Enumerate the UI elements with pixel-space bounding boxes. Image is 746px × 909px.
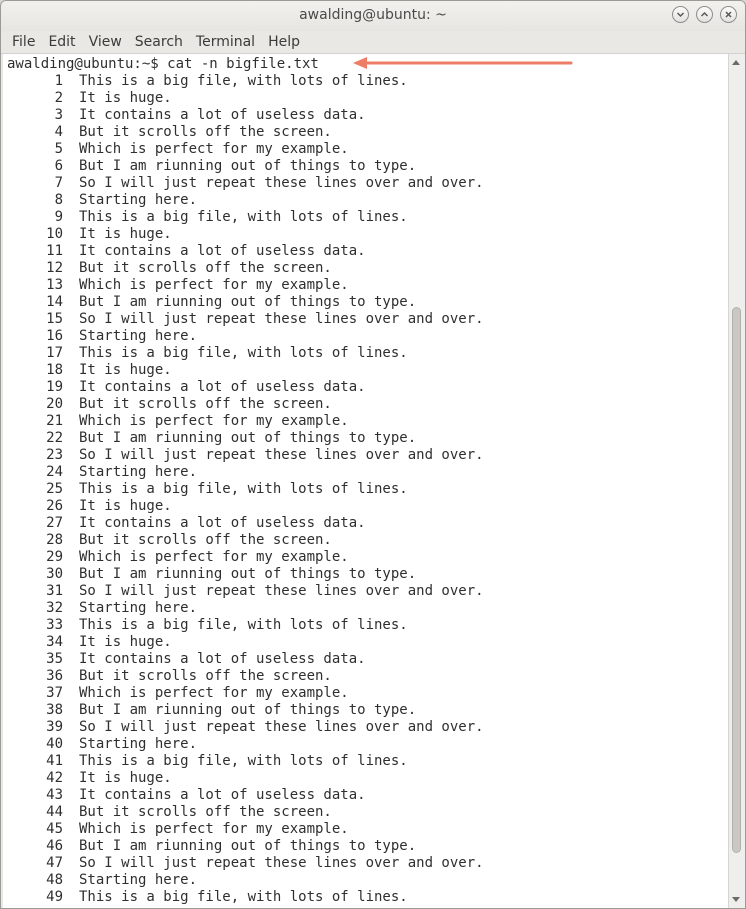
- line-text: But it scrolls off the screen.: [79, 804, 332, 820]
- output-line: [7, 651, 366, 668]
- output-line: [7, 804, 332, 821]
- line-text: Which is perfect for my example.: [79, 277, 349, 293]
- line-text: It is huge.: [79, 770, 172, 786]
- output-line: [7, 192, 197, 209]
- output-line: [7, 617, 408, 634]
- line-number: 41: [46, 753, 63, 769]
- menu-file[interactable]: File: [12, 34, 36, 50]
- line-number: 10: [46, 226, 63, 242]
- output-line: [7, 498, 172, 515]
- output-line: [7, 260, 332, 277]
- output-line: [7, 328, 197, 345]
- line-number: 38: [46, 702, 63, 718]
- output-line: [7, 362, 172, 379]
- line-text: Which is perfect for my example.: [79, 685, 349, 701]
- output-line: [7, 413, 349, 430]
- title-bar[interactable]: [1, 1, 745, 32]
- chevron-up-icon: [700, 10, 709, 19]
- line-text: It is huge.: [79, 498, 172, 514]
- line-text: Starting here.: [79, 600, 198, 616]
- line-text: Starting here.: [79, 464, 198, 480]
- output-line: [7, 481, 408, 498]
- menu-view[interactable]: View: [88, 34, 122, 50]
- line-text: It is huge.: [79, 226, 172, 242]
- line-text: Starting here.: [79, 872, 198, 888]
- output-line: [7, 430, 416, 447]
- line-number: 12: [46, 260, 63, 276]
- close-button[interactable]: [720, 6, 737, 23]
- output-line: [7, 141, 349, 158]
- line-text: Starting here.: [79, 736, 198, 752]
- menu-bar: [1, 31, 745, 54]
- output-line: [7, 158, 416, 175]
- scroll-down-icon[interactable]: [732, 897, 740, 902]
- line-number: 43: [46, 787, 63, 803]
- line-text: So I will just repeat these lines over and over.: [79, 855, 484, 871]
- line-text: This is a big file, with lots of lines.: [79, 481, 408, 497]
- output-line: [7, 753, 408, 770]
- line-text: But it scrolls off the screen.: [79, 260, 332, 276]
- scroll-up-icon[interactable]: [732, 60, 740, 65]
- line-text: It is huge.: [79, 362, 172, 378]
- line-number: 15: [46, 311, 63, 327]
- output-line: [7, 532, 332, 549]
- terminal-output[interactable]: [3, 54, 729, 908]
- line-text: It contains a lot of useless data.: [79, 651, 366, 667]
- output-line: [7, 600, 197, 617]
- output-line: [7, 566, 416, 583]
- line-number: 31: [46, 583, 63, 599]
- output-line: [7, 379, 366, 396]
- line-number: 49: [46, 889, 63, 905]
- line-number: 1: [54, 73, 63, 89]
- line-text: So I will just repeat these lines over and over.: [79, 311, 484, 327]
- output-line: [7, 447, 484, 464]
- line-text: This is a big file, with lots of lines.: [79, 753, 408, 769]
- line-number: 29: [46, 549, 63, 565]
- output-line: [7, 124, 332, 141]
- line-number: 9: [54, 209, 63, 225]
- line-number: 11: [46, 243, 63, 259]
- line-number: 16: [46, 328, 63, 344]
- line-text: So I will just repeat these lines over and over.: [79, 447, 484, 463]
- menu-terminal[interactable]: Terminal: [195, 34, 256, 50]
- maximize-button[interactable]: [696, 6, 713, 23]
- line-number: 22: [46, 430, 63, 446]
- line-number: 18: [46, 362, 63, 378]
- line-number: 30: [46, 566, 63, 582]
- output-line: [7, 702, 416, 719]
- scrollbar-thumb[interactable]: [732, 307, 741, 853]
- line-number: 17: [46, 345, 63, 361]
- line-number: 3: [54, 107, 63, 123]
- line-number: 48: [46, 872, 63, 888]
- line-number: 6: [54, 158, 63, 174]
- line-text: It is huge.: [79, 634, 172, 650]
- output-line: [7, 209, 408, 226]
- output-line: [7, 770, 172, 787]
- line-number: 27: [46, 515, 63, 531]
- window-controls: [672, 6, 737, 23]
- output-line: [7, 277, 349, 294]
- menu-search[interactable]: Search: [134, 34, 183, 50]
- menu-edit[interactable]: Edit: [48, 34, 76, 50]
- line-text: But I am riunning out of things to type.: [79, 566, 417, 582]
- line-text: It contains a lot of useless data.: [79, 379, 366, 395]
- line-text: Starting here.: [79, 328, 198, 344]
- output-line: [7, 668, 332, 685]
- output-line: [7, 821, 349, 838]
- line-number: 8: [54, 192, 63, 208]
- output-line: [7, 515, 366, 532]
- line-number: 20: [46, 396, 63, 412]
- output-line: [7, 685, 349, 702]
- line-text: It contains a lot of useless data.: [79, 107, 366, 123]
- menu-help[interactable]: Help: [268, 34, 300, 50]
- minimize-button[interactable]: [672, 6, 689, 23]
- line-number: 45: [46, 821, 63, 837]
- line-number: 32: [46, 600, 63, 616]
- line-text: But I am riunning out of things to type.: [79, 158, 417, 174]
- output-line: [7, 175, 484, 192]
- line-number: 39: [46, 719, 63, 735]
- output-line: [7, 855, 484, 872]
- output-line: [7, 345, 408, 362]
- line-text: So I will just repeat these lines over and over.: [79, 583, 484, 599]
- line-number: 37: [46, 685, 63, 701]
- line-number: 44: [46, 804, 63, 820]
- line-number: 40: [46, 736, 63, 752]
- line-text: It contains a lot of useless data.: [79, 243, 366, 259]
- line-number: 26: [46, 498, 63, 514]
- line-number: 14: [46, 294, 63, 310]
- line-text: Which is perfect for my example.: [79, 141, 349, 157]
- line-text: But it scrolls off the screen.: [79, 532, 332, 548]
- command-prompt: awalding@ubuntu:~$ cat -n bigfile.txt: [7, 56, 319, 72]
- line-text: Which is perfect for my example.: [79, 413, 349, 429]
- line-number: 34: [46, 634, 63, 650]
- line-text: But I am riunning out of things to type.: [79, 702, 417, 718]
- line-number: 13: [46, 277, 63, 293]
- line-number: 7: [54, 175, 63, 191]
- close-icon: [724, 10, 733, 19]
- output-line: [7, 396, 332, 413]
- line-text: But I am riunning out of things to type.: [79, 294, 417, 310]
- line-text: But it scrolls off the screen.: [79, 124, 332, 140]
- line-text: Starting here.: [79, 192, 198, 208]
- output-line: [7, 294, 416, 311]
- line-number: 23: [46, 447, 63, 463]
- line-number: 46: [46, 838, 63, 854]
- line-text: This is a big file, with lots of lines.: [79, 209, 408, 225]
- output-line: [7, 872, 197, 889]
- line-text: But it scrolls off the screen.: [79, 396, 332, 412]
- line-number: 35: [46, 651, 63, 667]
- output-line: [7, 311, 484, 328]
- output-line: [7, 73, 408, 90]
- output-line: [7, 634, 172, 651]
- line-text: It contains a lot of useless data.: [79, 515, 366, 531]
- output-line: [7, 787, 366, 804]
- output-line: [7, 226, 172, 243]
- line-text: So I will just repeat these lines over and over.: [79, 719, 484, 735]
- line-text: Which is perfect for my example.: [79, 549, 349, 565]
- window-title: awalding@ubuntu: ~: [299, 7, 447, 23]
- output-line: [7, 583, 484, 600]
- line-number: 2: [54, 90, 63, 106]
- line-number: 19: [46, 379, 63, 395]
- output-line: [7, 838, 416, 855]
- line-number: 42: [46, 770, 63, 786]
- line-number: 36: [46, 668, 63, 684]
- output-line: [7, 736, 197, 753]
- line-text: But I am riunning out of things to type.: [79, 430, 417, 446]
- line-number: 47: [46, 855, 63, 871]
- line-number: 21: [46, 413, 63, 429]
- output-line: [7, 719, 484, 736]
- output-line: [7, 107, 366, 124]
- line-number: 4: [54, 124, 63, 140]
- line-number: 5: [54, 141, 63, 157]
- line-text: It contains a lot of useless data.: [79, 787, 366, 803]
- line-text: This is a big file, with lots of lines.: [79, 73, 408, 89]
- line-text: But I am riunning out of things to type.: [79, 838, 417, 854]
- output-line: [7, 90, 172, 107]
- line-text: But it scrolls off the screen.: [79, 668, 332, 684]
- line-text: So I will just repeat these lines over and over.: [79, 175, 484, 191]
- line-number: 28: [46, 532, 63, 548]
- output-line: [7, 889, 408, 906]
- chevron-down-icon: [676, 10, 685, 19]
- line-number: 33: [46, 617, 63, 633]
- line-number: 24: [46, 464, 63, 480]
- output-line: [7, 243, 366, 260]
- output-line: [7, 549, 349, 566]
- line-text: This is a big file, with lots of lines.: [79, 617, 408, 633]
- output-line: [7, 464, 197, 481]
- line-text: It is huge.: [79, 90, 172, 106]
- line-text: This is a big file, with lots of lines.: [79, 889, 408, 905]
- line-number: 25: [46, 481, 63, 497]
- line-text: Which is perfect for my example.: [79, 821, 349, 837]
- line-text: This is a big file, with lots of lines.: [79, 345, 408, 361]
- vertical-scrollbar[interactable]: [728, 54, 745, 908]
